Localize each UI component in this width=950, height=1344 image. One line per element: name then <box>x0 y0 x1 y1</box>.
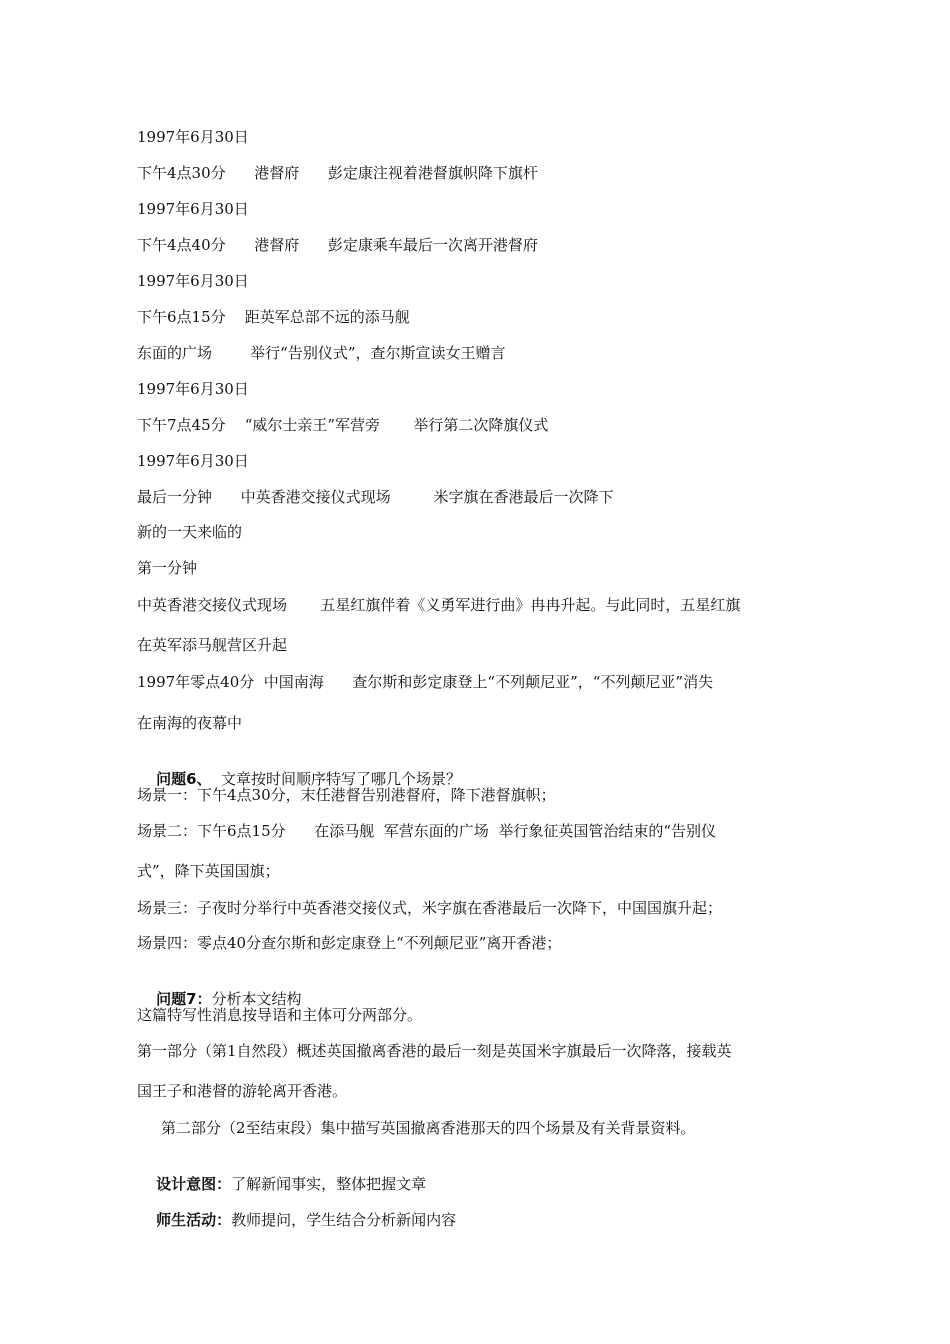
activity-line <box>137 1190 456 1250</box>
design-intent-label: 设计意图： <box>156 1175 232 1193</box>
activity-label: 师生活动： <box>156 1211 232 1229</box>
text-line: 在英军添马舰营区升起 <box>137 636 288 654</box>
text-line: 在南海的夜幕中 <box>137 714 243 732</box>
text-line: 第一分钟 <box>137 559 198 577</box>
question-label: 问题6、 <box>156 770 212 788</box>
text-line: 下午4点40分 港督府 彭定康乘车最后一次离开港督府 <box>137 236 538 254</box>
design-intent-text: 了解新闻事实，整体把握文章 <box>231 1175 427 1193</box>
text-line: 场景三：子夜时分举行中英香港交接仪式，米字旗在香港最后一次降下，中国国旗升起； <box>137 899 723 917</box>
text-line: 1997年零点40分 中国南海 查尔斯和彭定康登上“不列颠尼亚”，“不列颠尼亚”消失 <box>137 673 714 691</box>
text-line: 下午7点45分 “威尔士亲王”军营旁 举行第二次降旗仪式 <box>137 416 549 434</box>
activity-text: 教师提问，学生结合分析新闻内容 <box>231 1211 457 1229</box>
text-line: 国王子和港督的游轮离开香港。 <box>137 1082 348 1100</box>
text-line: 下午4点30分 港督府 彭定康注视着港督旗帜降下旗杆 <box>137 164 538 182</box>
text-line: 1997年6月30日 <box>137 128 249 146</box>
question-label: 问题7： <box>156 990 212 1008</box>
text-line: 1997年6月30日 <box>137 452 249 470</box>
text-line: 式”，降下英国国旗； <box>137 862 280 880</box>
text-line: 下午6点15分 距英军总部不远的添马舰 <box>137 308 410 326</box>
text-line: 1997年6月30日 <box>137 380 249 398</box>
text-line: 1997年6月30日 <box>137 272 249 290</box>
text-line: 第二部分（2至结束段）集中描写英国撤离香港那天的四个场景及有关背景资料。 <box>161 1119 696 1137</box>
text-line: 1997年6月30日 <box>137 200 249 218</box>
text-line: 中英香港交接仪式现场 五星红旗伴着《义勇军进行曲》冉冉升起。与此同时，五星红旗 <box>137 596 741 614</box>
text-line: 新的一天来临的 <box>137 523 243 541</box>
text-line: 这篇特写性消息按导语和主体可分两部分。 <box>137 1006 423 1024</box>
text-line: 场景二：下午6点15分 在添马舰 军营东面的广场 举行象征英国管治结束的“告别仪 <box>137 822 716 840</box>
question-text: 分析本文结构 <box>211 990 302 1008</box>
text-line: 第一部分（第1自然段）概述英国撤离香港的最后一刻是英国米字旗最后一次降落，接载英 <box>137 1042 732 1060</box>
question-text: 文章按时间顺序特写了哪几个场景？ <box>211 770 462 788</box>
text-line: 场景四：零点40分查尔斯和彭定康登上“不列颠尼亚”离开香港； <box>137 934 562 952</box>
text-line: 场景一：下午4点30分，末任港督告别港督府，降下港督旗帜； <box>137 786 556 804</box>
text-line: 东面的广场 举行“告别仪式”，查尔斯宣读女王赠言 <box>137 344 506 362</box>
text-line: 最后一分钟 中英香港交接仪式现场 米字旗在香港最后一次降下 <box>137 488 614 506</box>
